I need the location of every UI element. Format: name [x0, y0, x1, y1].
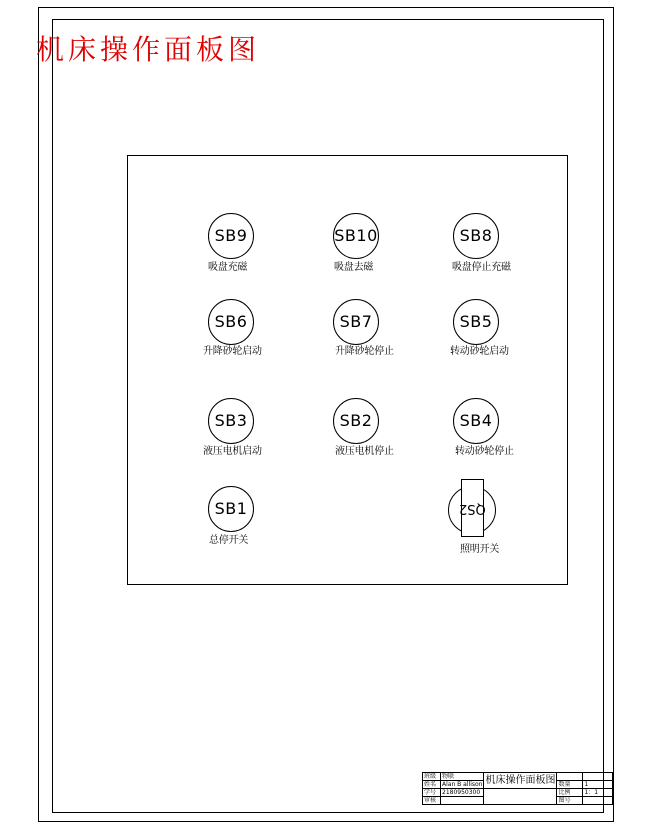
tb-scale-value: 1：1	[583, 789, 613, 797]
button-sb5-id: SB5	[459, 312, 493, 331]
button-sb3-id: SB3	[214, 411, 248, 430]
button-sb2-label: 液压电机停止	[335, 446, 394, 457]
button-sb6-id: SB6	[214, 312, 248, 331]
button-sb10-label: 吸盘去磁	[334, 262, 374, 273]
tb-row3-label: 学号	[423, 789, 441, 797]
button-sb10[interactable]	[333, 213, 379, 259]
button-sb5[interactable]	[453, 299, 499, 345]
button-sb1-label: 总停开关	[209, 535, 249, 546]
tb-sheet-value: 1	[583, 781, 613, 789]
tb-row1-label: 班级	[423, 773, 441, 781]
tb-scale-label: 比例	[557, 789, 583, 797]
button-sb6[interactable]	[208, 299, 254, 345]
button-sb7-label: 升降砂轮停止	[335, 346, 394, 357]
tb-row2-label: 姓名	[423, 781, 441, 789]
button-sb7-id: SB7	[339, 312, 373, 331]
button-sb4-id: SB4	[459, 411, 493, 430]
selector-qs2[interactable]	[461, 479, 484, 537]
button-sb8[interactable]	[453, 213, 499, 259]
selector-qs2-id: QS2	[459, 500, 486, 516]
tb-no-label: 图号	[557, 797, 583, 805]
button-sb6-label: 升降砂轮启动	[203, 346, 262, 357]
button-sb1[interactable]	[208, 486, 254, 532]
drawing-title: 机床操作面板图	[36, 33, 261, 66]
tb-row2-value: Alan B allison	[442, 780, 483, 788]
tb-row3-value: 2180950300	[441, 789, 484, 797]
button-sb7[interactable]	[333, 299, 379, 345]
title-block	[422, 772, 613, 805]
button-sb5-label: 转动砂轮启动	[450, 346, 509, 357]
selector-qs2-label: 照明开关	[460, 544, 500, 555]
button-sb2[interactable]	[333, 398, 379, 444]
button-sb9[interactable]	[208, 213, 254, 259]
button-sb10-id: SB10	[334, 226, 378, 245]
button-sb9-id: SB9	[214, 226, 248, 245]
button-sb8-id: SB8	[459, 226, 493, 245]
tb-row1-value: 物联	[441, 773, 484, 781]
button-sb9-label: 吸盘充磁	[208, 262, 248, 273]
tb-sheet-label: 数量	[557, 781, 583, 789]
button-sb4-label: 转动砂轮停止	[455, 446, 514, 457]
button-sb8-label: 吸盘停止充磁	[452, 262, 511, 273]
tb-drawing-name: 机床操作面板图	[484, 773, 557, 789]
button-sb2-id: SB2	[339, 411, 373, 430]
tb-row4-label: 审核	[423, 797, 441, 805]
button-sb3-label: 液压电机启动	[203, 446, 262, 457]
button-sb4[interactable]	[453, 398, 499, 444]
button-sb1-id: SB1	[214, 499, 248, 518]
button-sb3[interactable]	[208, 398, 254, 444]
